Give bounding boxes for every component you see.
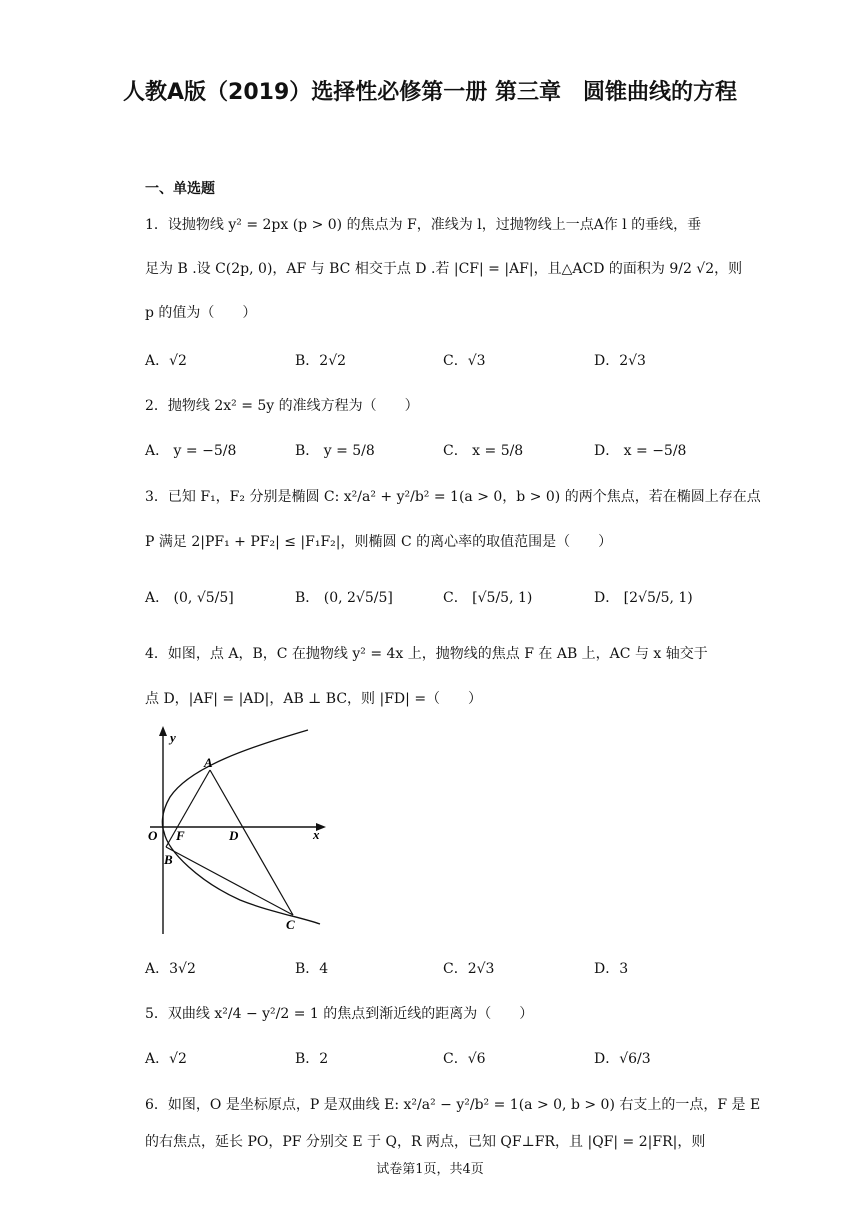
q5-option-a[interactable]: A．√2 — [145, 1051, 187, 1067]
q1-line2: 足为 B .设 C(2p, 0)，AF 与 BC 相交于点 D .若 |CF| = |AF|，且△ACD 的面积为 9/2 √2，则 — [145, 261, 743, 277]
label-x: x — [313, 827, 320, 842]
q5-option-d[interactable]: D．√6/3 — [594, 1051, 651, 1067]
q1-option-b[interactable]: B．2√2 — [295, 353, 347, 369]
q3-option-c[interactable]: C． [√5/5, 1) — [443, 590, 533, 606]
section-heading: 一、单选题 — [145, 181, 215, 197]
q4-parabola-figure — [130, 722, 340, 940]
q6-line1: 6．如图，O 是坐标原点，P 是双曲线 E: x²/a² − y²/b² = 1(a > 0, b > 0) 右支上的一点，F 是 E — [145, 1097, 761, 1113]
q3-option-a[interactable]: A． (0, √5/5] — [145, 590, 234, 606]
q1-line3: p 的值为（ ） — [145, 305, 257, 321]
q5-option-b[interactable]: B．2 — [295, 1051, 329, 1067]
label-a: A — [204, 755, 213, 770]
page-footer: 试卷第1页，共4页 — [376, 1162, 484, 1177]
q4-option-d[interactable]: D．3 — [594, 961, 629, 977]
label-b: B — [164, 852, 173, 867]
q2-option-d[interactable]: D． x = −5/8 — [594, 443, 687, 459]
q3-option-b[interactable]: B． (0, 2√5/5] — [295, 590, 393, 606]
segment-ab — [166, 770, 210, 847]
q3-line1: 3．已知 F₁，F₂ 分别是椭圆 C: x²/a² + y²/b² = 1(a > 0，b > 0) 的两个焦点，若在椭圆上存在点 — [145, 489, 761, 505]
q4-line2: 点 D，|AF| = |AD|，AB ⊥ BC，则 |FD| =（ ） — [145, 691, 483, 707]
q3-line2: P 满足 2|PF₁ + PF₂| ≤ |F₁F₂|，则椭圆 C 的离心率的取值范围是（ ） — [145, 534, 613, 550]
label-d: D — [229, 828, 239, 843]
q1-option-c[interactable]: C．√3 — [443, 353, 486, 369]
q1-line1: 1．设抛物线 y² = 2px (p > 0) 的焦点为 F，准线为 l，过抛物线上一点A作 l 的垂线，垂 — [145, 217, 702, 233]
q4-option-b[interactable]: B．4 — [295, 961, 329, 977]
y-axis-arrow — [159, 726, 167, 736]
q4-line1: 4．如图，点 A，B，C 在抛物线 y² = 4x 上，抛物线的焦点 F 在 AB 上，AC 与 x 轴交于 — [145, 646, 708, 662]
q4-option-a[interactable]: A．3√2 — [145, 961, 196, 977]
q1-option-a[interactable]: A．√2 — [145, 353, 187, 369]
q6-line2: 的右焦点，延长 PO，PF 分别交 E 于 Q，R 两点，已知 QF⊥FR，且 |QF| = 2|FR|，则 — [145, 1134, 706, 1150]
label-y: y — [170, 730, 176, 745]
label-c: C — [286, 917, 295, 932]
label-f: F — [176, 828, 185, 843]
label-o: O — [148, 828, 158, 843]
q2-option-c[interactable]: C． x = 5/8 — [443, 443, 524, 459]
q2-line1: 2．抛物线 2x² = 5y 的准线方程为（ ） — [145, 398, 419, 414]
q2-option-a[interactable]: A． y = −5/8 — [145, 443, 237, 459]
q4-option-c[interactable]: C．2√3 — [443, 961, 495, 977]
q2-option-b[interactable]: B． y = 5/8 — [295, 443, 375, 459]
q5-line1: 5．双曲线 x²/4 − y²/2 = 1 的焦点到渐近线的距离为（ ） — [145, 1006, 534, 1022]
q1-option-d[interactable]: D．2√3 — [594, 353, 646, 369]
q5-option-c[interactable]: C．√6 — [443, 1051, 486, 1067]
q3-option-d[interactable]: D． [2√5/5, 1) — [594, 590, 693, 606]
page-title: 人教A版（2019）选择性必修第一册 第三章 圆锥曲线的方程 — [123, 80, 737, 105]
